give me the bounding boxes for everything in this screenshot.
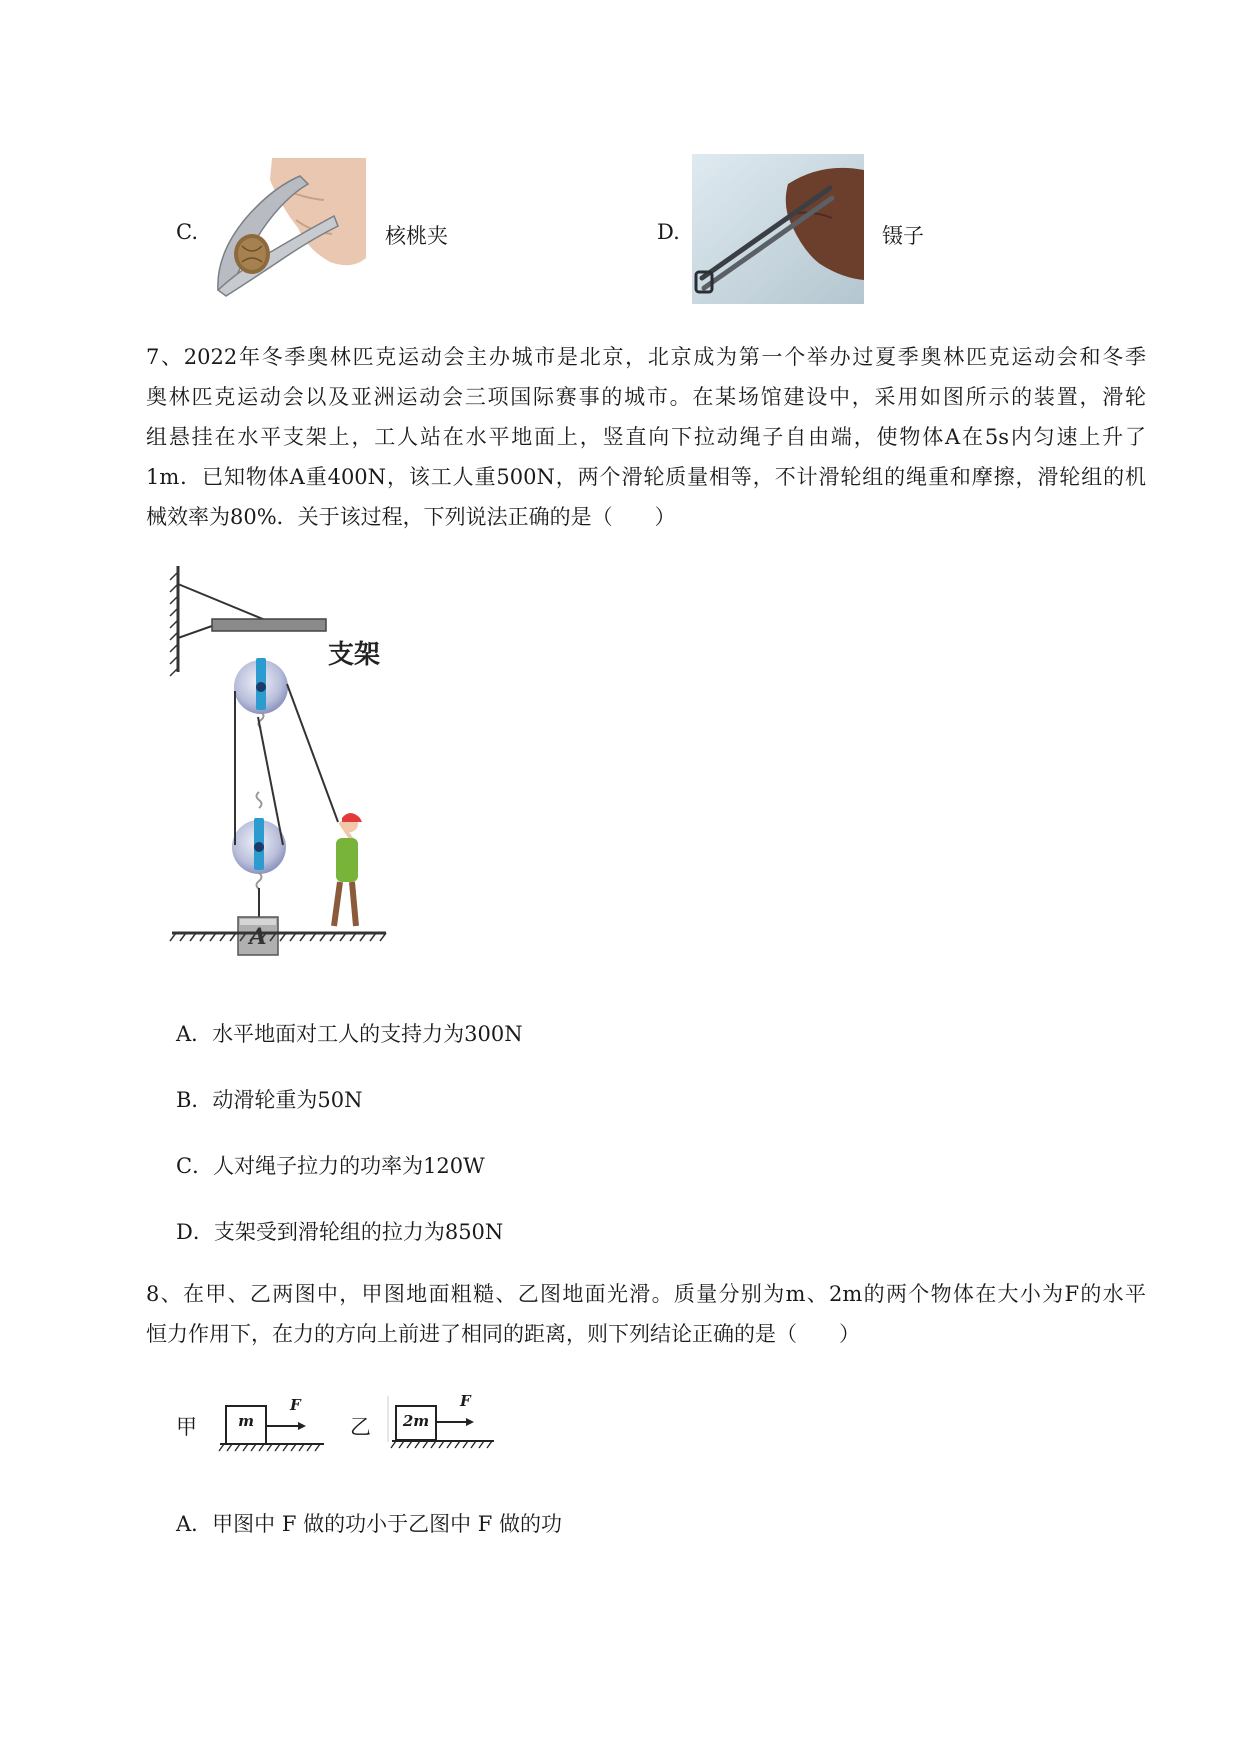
option-d-name: 镊子	[882, 224, 924, 248]
option-c-letter: C.	[176, 220, 198, 244]
force-f-label: F	[290, 1396, 301, 1414]
q7-option-d: D．支架受到滑轮组的拉力为850N	[176, 1220, 504, 1244]
walnut-cracker-image	[212, 158, 366, 298]
q7-option-c: C．人对绳子拉力的功率为120W	[176, 1154, 485, 1178]
question-7-line: 1m．已知物体A重400N，该工人重500N，两个滑轮质量相等，不计滑轮组的绳重和摩擦，滑轮组的机	[146, 465, 1146, 489]
question-7-line: 7、2022年冬季奥林匹克运动会主办城市是北京，北京成为第一个举办过夏季奥林匹克运动会和冬季	[146, 345, 1146, 369]
tweezers-image	[692, 154, 864, 304]
question-8-line: 恒力作用下，在力的方向上前进了相同的距离，则下列结论正确的是（ ）	[146, 1322, 860, 1346]
block-2m-label: 2m	[402, 1412, 430, 1430]
bracket-label: 支架	[328, 639, 381, 669]
q7-option-a: A．水平地面对工人的支持力为300N	[176, 1022, 523, 1046]
option-c-name: 核桃夹	[385, 224, 448, 248]
figure-yi	[386, 1392, 498, 1454]
q8-option-a: A．甲图中 F 做的功小于乙图中 F 做的功	[176, 1512, 563, 1536]
yi-label: 乙	[350, 1415, 371, 1439]
force-f-label: F	[460, 1392, 471, 1410]
q7-option-b: B．动滑轮重为50N	[176, 1088, 363, 1112]
question-8-stem	[146, 1274, 1146, 1354]
question-8-line: 8、在甲、乙两图中，甲图地面粗糙、乙图地面光滑。质量分别为m、2m的两个物体在大小为F的水平	[146, 1282, 1146, 1306]
option-d-letter: D.	[657, 220, 680, 244]
figure-jia	[218, 1394, 328, 1454]
question-7-line: 械效率为80%．关于该过程，下列说法正确的是（ ）	[146, 505, 676, 529]
pulley-system-figure	[166, 560, 446, 990]
question-7-line: 奥林匹克运动会以及亚洲运动会三项国际赛事的城市。在某场馆建设中，采用如图所示的装置，滑轮	[146, 385, 1146, 409]
question-7-stem	[146, 337, 1146, 537]
block-m-label: m	[238, 1412, 254, 1430]
block-a-label: A	[249, 924, 267, 950]
question-7-line: 组悬挂在水平支架上，工人站在水平地面上，竖直向下拉动绳子自由端，使物体A在5s内匀速上升了	[146, 425, 1146, 449]
jia-label: 甲	[176, 1415, 197, 1439]
